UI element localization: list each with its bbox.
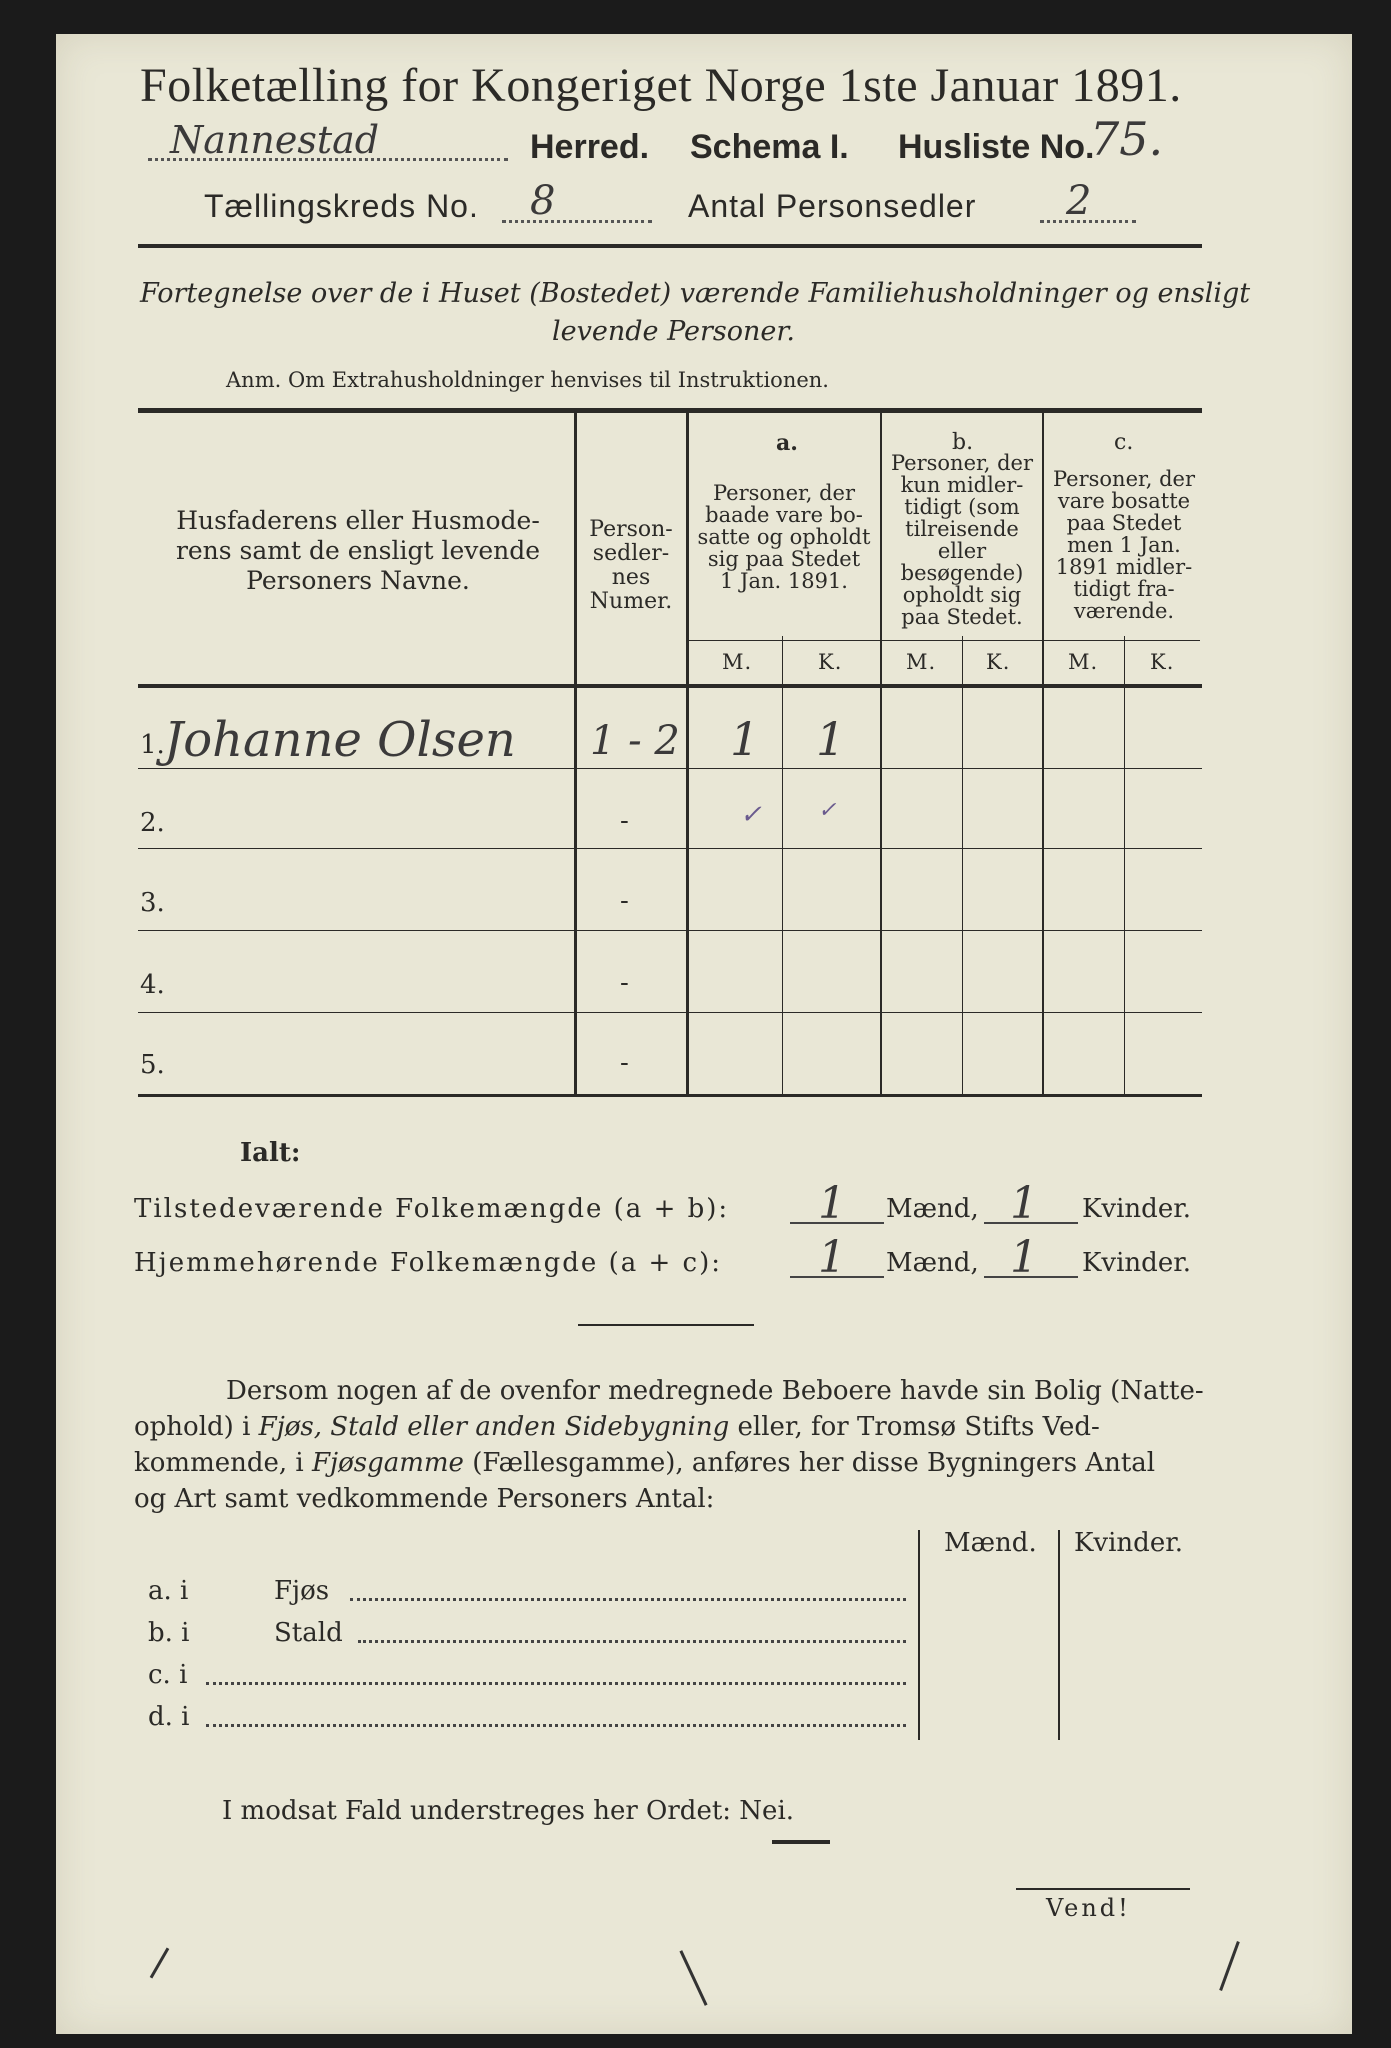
header-names: Husfaderens eller Husmode- rens samt de ensligt levende Personers Navne. — [146, 506, 570, 596]
intro-line-2: levende Personer. — [552, 316, 795, 347]
building-row-c-dots — [206, 1682, 906, 1685]
sub-divider-c — [1124, 636, 1125, 1094]
row-numbers-5: - — [620, 1048, 629, 1078]
form-title: Folketælling for Kongeriget Norge 1ste Januar 1891. — [140, 59, 1182, 112]
mk-rule — [688, 640, 1200, 641]
antal-label: Antal Personsedler — [688, 188, 977, 224]
row-line-1 — [138, 768, 1202, 769]
hjemme-k-value: 1 — [1010, 1232, 1038, 1283]
tilstede-label: Tilstedeværende Folkemængde (a + b): — [134, 1194, 730, 1224]
paragraph-line-4: og Art samt vedkommende Personers Antal: — [134, 1484, 715, 1514]
row-name-1: Johanne Olsen — [164, 712, 516, 768]
sub-divider-a — [782, 636, 783, 1094]
c-m-label: M. — [1068, 650, 1099, 674]
nei-underline — [772, 1840, 830, 1844]
buildings-divider-1 — [918, 1530, 920, 1740]
header-col-a: Personer, der baade vare bo- satte og opholdt sig paa Stedet 1 Jan. 1891. — [697, 481, 871, 593]
col-a-letter: a. — [776, 430, 798, 456]
vend-rule — [1016, 1888, 1190, 1890]
b-k-label: K. — [986, 650, 1011, 674]
row-number-1: 1. — [140, 730, 165, 760]
buildings-divider-2 — [1058, 1530, 1060, 1740]
taellingskreds-label: Tællingskreds No. — [204, 188, 479, 224]
building-row-c-letter: c. i — [148, 1660, 188, 1690]
antal-value: 2 — [1066, 178, 1092, 224]
intro-line-1: Fortegnelse over de i Huset (Bostedet) værende Familiehusholdninger og ensligt — [140, 278, 1251, 309]
b-m-label: M. — [906, 650, 937, 674]
taellingskreds-value: 8 — [530, 178, 556, 224]
col-b-letter: b. — [952, 430, 974, 455]
schema-label: Schema I. — [690, 128, 849, 166]
row-numbers-1: 1 - 2 — [590, 718, 680, 764]
building-row-d-letter: d. i — [148, 1702, 190, 1732]
row-number-5: 5. — [140, 1050, 165, 1080]
ialt-label: Ialt: — [240, 1138, 301, 1168]
row-line-2 — [138, 848, 1202, 849]
paragraph-line-3: kommende, i Fjøsgamme (Fællesgamme), anføres her disse Bygningers Antal — [134, 1448, 1156, 1478]
c-k-label: K. — [1150, 650, 1175, 674]
modsat-text: I modsat Fald understreges her Ordet: Nei. — [222, 1796, 795, 1826]
tilstede-maend: Mænd, — [886, 1194, 979, 1224]
husliste-label: Husliste No. — [898, 128, 1095, 166]
building-row-b-letter: b. i — [148, 1618, 190, 1648]
herred-label: Herred. — [530, 128, 650, 166]
building-row-a-letter: a. i — [148, 1576, 189, 1606]
hjemme-m-value: 1 — [818, 1232, 846, 1283]
a-k-label: K. — [818, 650, 843, 674]
building-row-a-dots — [350, 1598, 906, 1601]
sub-divider-b — [962, 636, 963, 1094]
tilstede-kvinder: Kvinder. — [1082, 1194, 1192, 1224]
anm-note: Anm. Om Extrahusholdninger henvises til Instruktionen. — [226, 368, 829, 392]
hjemme-kvinder: Kvinder. — [1082, 1248, 1192, 1278]
row-numbers-3: - — [620, 886, 629, 916]
row-a-m-2: ✓ — [740, 800, 762, 830]
tilstede-k-value: 1 — [1010, 1178, 1038, 1229]
paragraph-line-2: ophold) i Fjøs, Stald eller anden Sidebygning eller, for Tromsø Stifts Ved- — [134, 1412, 1100, 1442]
row-a-k-2: ✓ — [818, 798, 837, 823]
header-rule — [138, 244, 1202, 248]
col-divider-1 — [574, 413, 577, 1094]
section-divider — [578, 1324, 754, 1326]
herred-value: Nannestad — [170, 118, 380, 162]
building-row-b-dots — [358, 1640, 906, 1643]
row-line-3 — [138, 930, 1202, 931]
row-line-4 — [138, 1012, 1202, 1013]
row-numbers-4: - — [620, 968, 629, 998]
building-row-b-label: Stald — [274, 1618, 343, 1648]
tilstede-m-value: 1 — [818, 1178, 846, 1229]
header-numbers: Person- sedler- nes Numer. — [589, 517, 673, 614]
row-a-k-1: 1 — [816, 712, 846, 766]
row-number-4: 4. — [140, 970, 165, 1000]
building-row-d-dots — [206, 1724, 906, 1727]
row-number-2: 2. — [140, 808, 165, 838]
buildings-kvinder-header: Kvinder. — [1074, 1528, 1184, 1558]
table-bottom-rule — [138, 1094, 1202, 1097]
hjemme-label: Hjemmehørende Folkemængde (a + c): — [134, 1248, 722, 1278]
header-names-line2: rens samt de ensligt levende — [175, 536, 541, 565]
header-col-b: Personer, der kun midler- tidigt (som tilreisende eller besøgende) opholdt sig paa Stedet. — [890, 451, 1034, 629]
taellingskreds-line — [502, 220, 652, 223]
buildings-maend-header: Mænd. — [944, 1528, 1037, 1558]
row-number-3: 3. — [140, 888, 165, 918]
header-col-c: Personer, der vare bosatte paa Stedet men 1 Jan. 1891 midler- tidigt fra- værende. — [1052, 467, 1196, 623]
husliste-value: 75. — [1090, 112, 1164, 166]
vend-text: Vend! — [1046, 1894, 1131, 1922]
row-a-m-1: 1 — [730, 712, 760, 766]
col-c-letter: c. — [1114, 430, 1134, 455]
a-m-label: M. — [722, 650, 753, 674]
hjemme-maend: Mænd, — [886, 1248, 979, 1278]
paragraph-line-1: Dersom nogen af de ovenfor medregnede Beboere havde sin Bolig (Natte- — [226, 1376, 1204, 1406]
building-row-a-label: Fjøs — [274, 1576, 330, 1606]
row-numbers-2: - — [620, 806, 629, 836]
